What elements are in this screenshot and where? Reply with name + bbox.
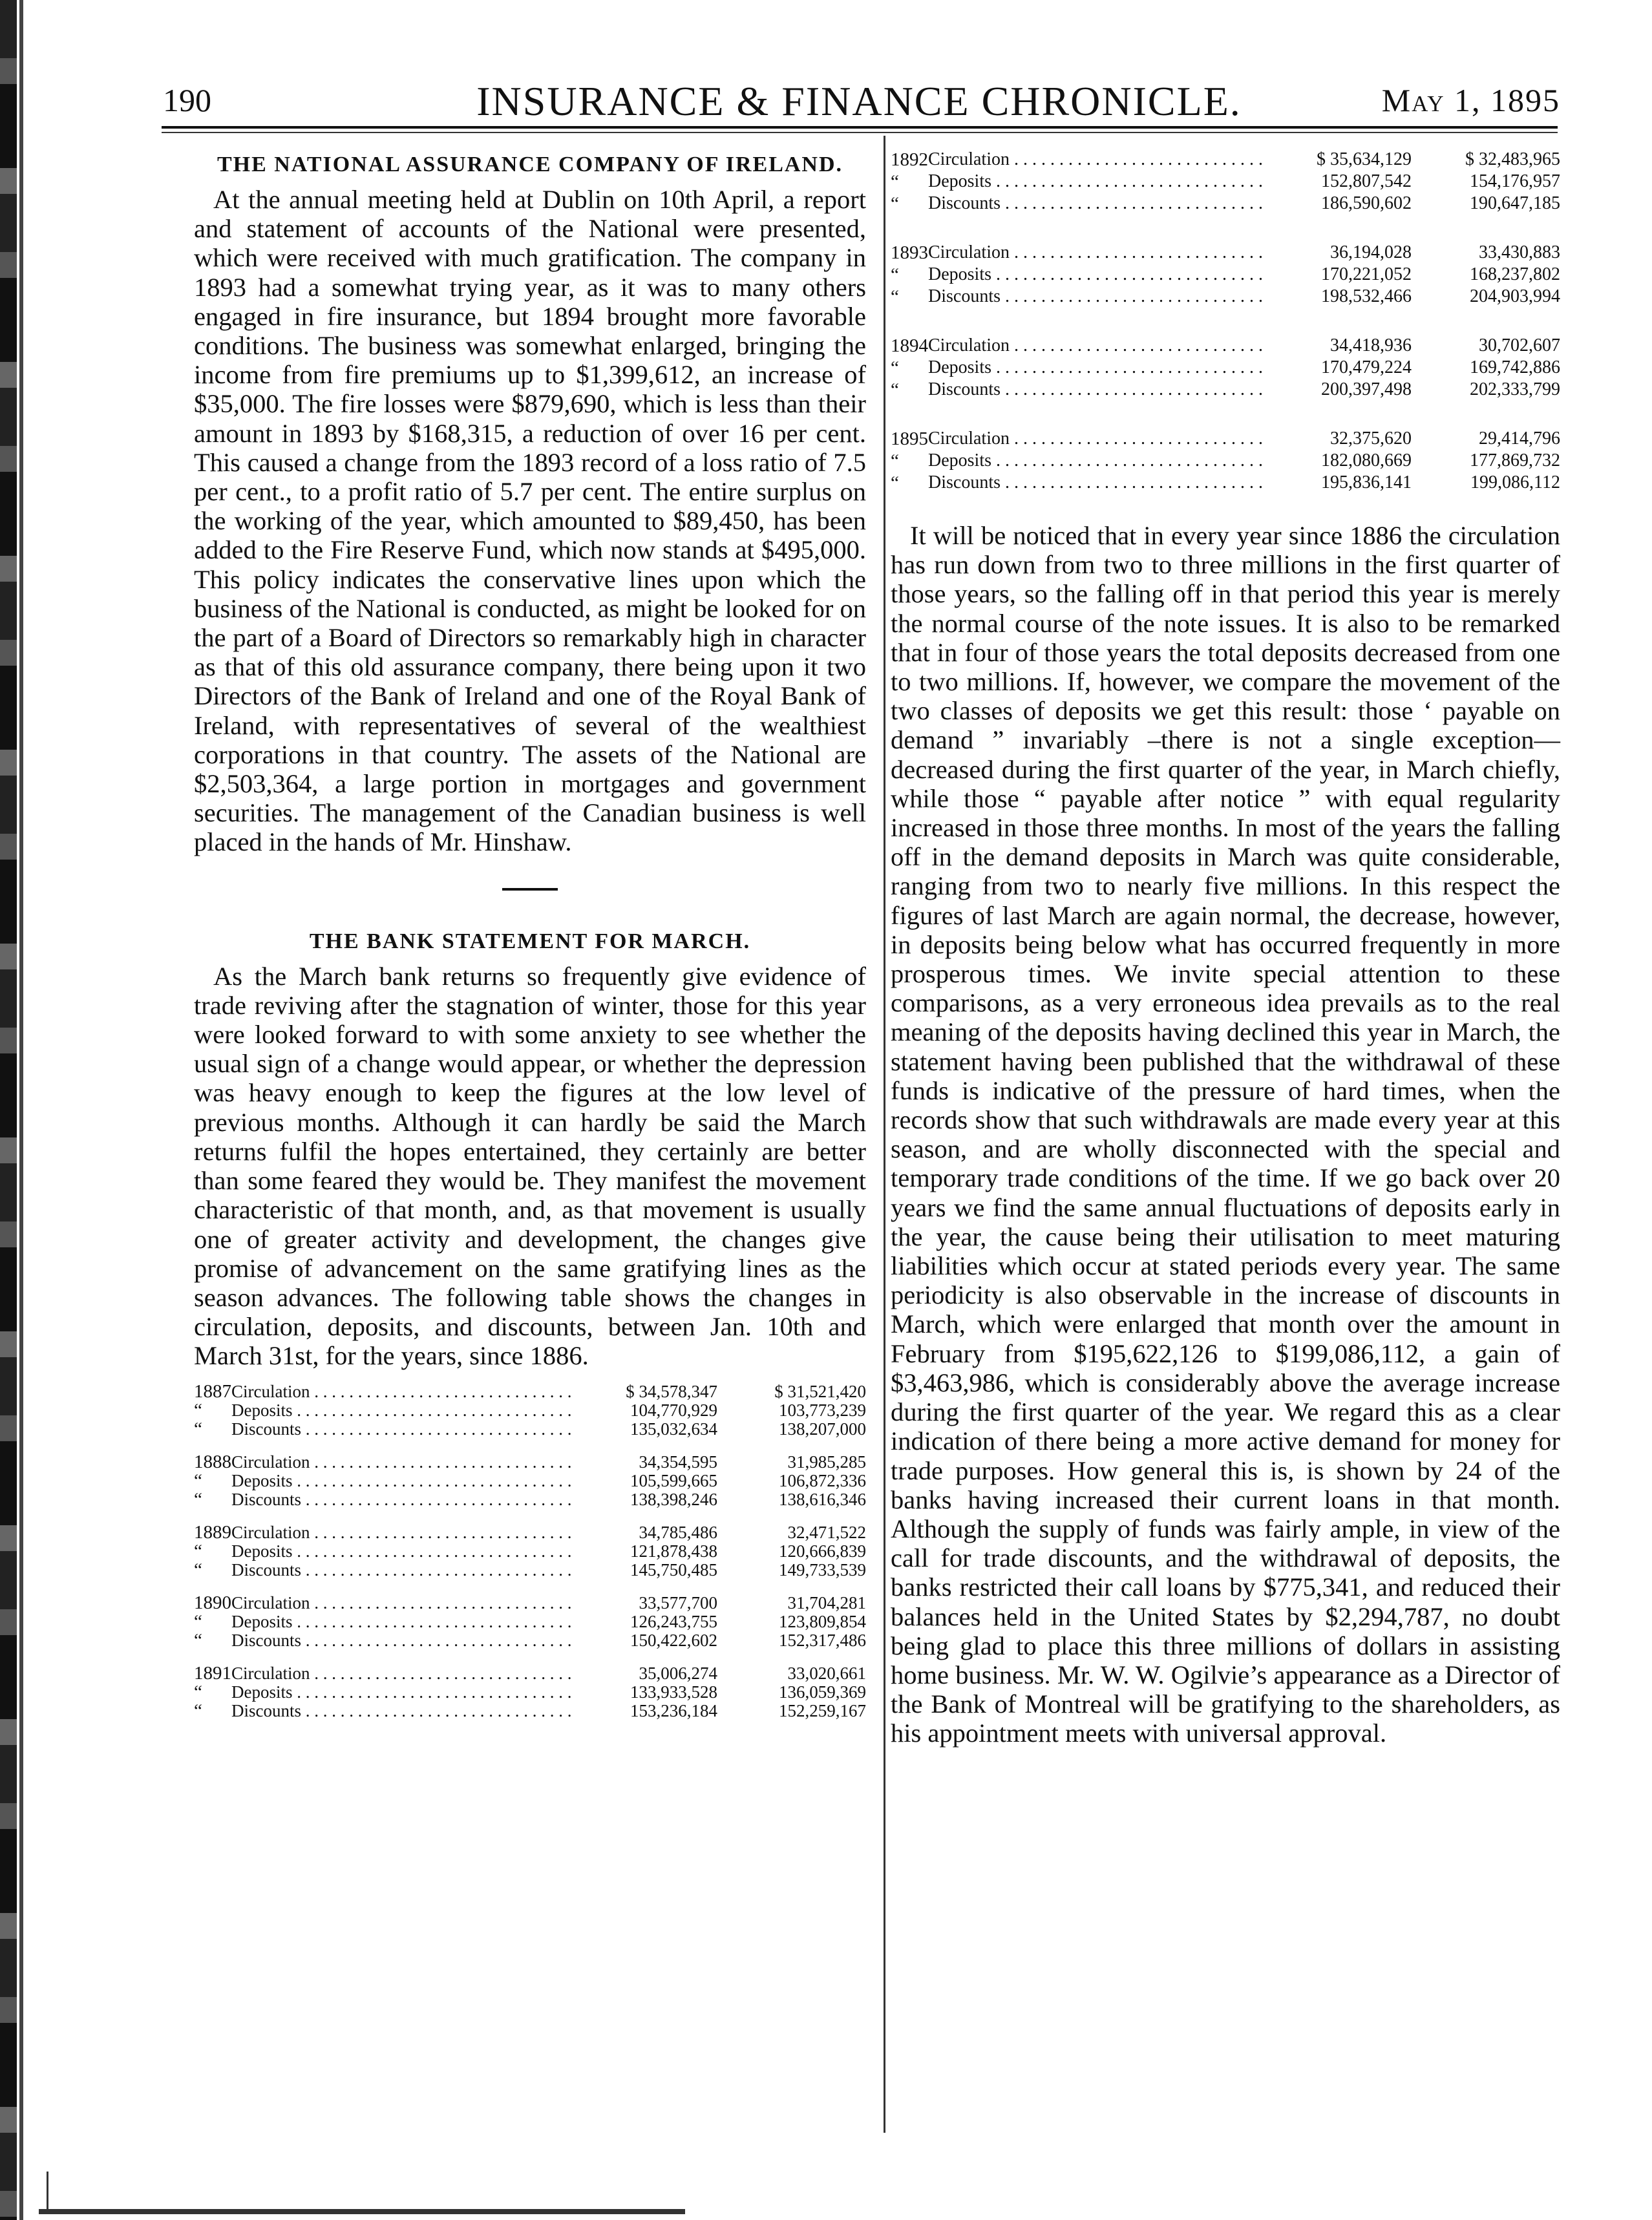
article-heading-bank-statement: THE BANK STATEMENT FOR MARCH.	[309, 929, 751, 953]
table-row	[891, 379, 1560, 401]
article-body-national-assurance: At the annual meeting held at Dublin on 10th April, a report and statement of accounts of the National were presented, which were received with much gratification. The company in 1893 had a somewhat trying year, as it was to many others engaged in fire insurance, but 1894 brought more favorable conditions. The business was somewhat enlarged, bringing the income from fire premiums up to $1,399,612, an increase of $35,000. The fire losses were $879,690, which is less than their amount in 1893 by $168,315, a reduction of over 16 per cent. This caused a change from the 1893 record of a loss ratio of 7.5 per cent., to a profit ratio of 5.7 per cent. The entire surplus on the working of the year, which amounted to $89,450, has been added to the Fire Reserve Fund, which now stands at $495,000. This policy indicates the conservative lines upon which the business of the National is conducted, as might be looked for on the part of a Board of Directors so remarkably high in character as that of this old assurance company, there being upon it two Directors of the Bank of Ireland and one of the Royal Bank of Ireland, with representatives of several of the wealthiest corporations in that country. The assets of the National are $2,503,364, a large portion in mortgages and government securities. The management of the Canadian business is well placed in the hands of Mr. Hinshaw.	[194, 185, 866, 857]
table-value-jan: 182,080,669	[1321, 450, 1412, 470]
table-value-jan: 200,397,498	[1321, 379, 1412, 399]
table-label: Discounts . . .	[225, 1420, 572, 1439]
table-year-group	[194, 1664, 866, 1720]
table-value-mar: 177,869,732	[1470, 450, 1560, 470]
table-value-jan: 126,243,755	[630, 1611, 717, 1631]
table-label: Circulation . . .	[225, 1664, 572, 1683]
table-value-jan: 104,770,929	[630, 1400, 717, 1420]
table-year: “	[194, 1559, 202, 1580]
table-value-jan: 34,418,936	[1330, 335, 1412, 355]
table-value-mar: 169,742,886	[1470, 357, 1560, 377]
article-body-bank-statement: As the March bank returns so frequently give evidence of trade reviving after the stagnation of winter, those for this year were looked forward to with some anxiety to see whether the usual sign of a change would appear, or whether the depression was heavy enough to keep the figures at the low level of previous months. Although it can hardly be said the March returns fulfil the hopes entertained, they certainly are better than some feared they would be. They manifest the movement characteristic of that month, and, as that movement is usually one of greater activity and development, the changes give promise of advancement on the same gratifying lines as the season advances. The following table shows the changes in circulation, deposits, and discounts, between Jan. 10th and March 31st, for the years, since 1886.	[194, 961, 866, 1371]
binding-edge-line	[19, 0, 23, 2220]
footer-tick	[47, 2172, 48, 2210]
table-label: Circulation . . .	[922, 428, 1266, 450]
table-value-jan: 36,194,028	[1330, 242, 1412, 262]
table-row	[194, 1542, 866, 1561]
table-year: “	[194, 1418, 202, 1439]
table-value-jan: $ 34,578,347	[626, 1381, 717, 1401]
table-label: Deposits . . .	[922, 357, 1266, 379]
table-row	[194, 1631, 866, 1650]
table-year: “	[194, 1700, 202, 1721]
table-year: 1894	[891, 335, 928, 356]
table-label: Discounts . . .	[225, 1490, 572, 1509]
table-row	[891, 357, 1560, 379]
table-value-jan: 170,479,224	[1321, 357, 1412, 377]
table-label: Deposits . . .	[225, 1612, 572, 1631]
table-label: Deposits . . .	[922, 450, 1266, 472]
table-label: Deposits . . .	[225, 1401, 572, 1420]
table-year-group	[891, 242, 1560, 308]
table-year-group	[891, 149, 1560, 215]
table-value-mar: 120,666,839	[779, 1541, 866, 1561]
table-value-mar: 103,773,239	[779, 1400, 866, 1420]
table-value-jan: 33,577,700	[639, 1592, 717, 1612]
table-row	[194, 1561, 866, 1580]
table-value-jan: 198,532,466	[1321, 286, 1412, 306]
table-year: “	[891, 193, 899, 214]
table-value-mar: 136,059,369	[779, 1682, 866, 1702]
table-value-mar: $ 31,521,420	[774, 1381, 866, 1401]
table-value-jan: 150,422,602	[630, 1630, 717, 1650]
table-year: “	[891, 379, 899, 400]
table-value-jan: $ 35,634,129	[1317, 149, 1412, 169]
table-year: “	[194, 1611, 202, 1632]
table-year: 1893	[891, 242, 928, 263]
table-value-mar: 29,414,796	[1479, 428, 1560, 449]
table-year: “	[891, 450, 899, 471]
table-value-jan: 32,375,620	[1330, 428, 1412, 449]
table-row	[891, 450, 1560, 472]
table-label: Discounts . . .	[225, 1561, 572, 1580]
table-value-jan: 34,785,486	[639, 1522, 717, 1542]
table-row	[194, 1683, 866, 1702]
article-heading-national-assurance: THE NATIONAL ASSURANCE COMPANY OF IRELAND.	[217, 153, 843, 176]
column-divider	[884, 136, 885, 2133]
table-value-mar: 33,430,883	[1479, 242, 1560, 262]
table-year: “	[891, 171, 899, 192]
table-row	[194, 1382, 866, 1401]
table-year: 1889	[194, 1521, 231, 1543]
table-value-jan: 34,354,595	[639, 1452, 717, 1472]
table-value-mar: $ 32,483,965	[1465, 149, 1560, 169]
table-value-mar: 149,733,539	[779, 1559, 866, 1580]
table-year: 1892	[891, 149, 928, 170]
table-year: “	[194, 1681, 202, 1702]
table-label: Circulation . . .	[922, 149, 1266, 171]
table-value-jan: 145,750,485	[630, 1559, 717, 1580]
table-row	[194, 1523, 866, 1542]
table-value-jan: 121,878,438	[630, 1541, 717, 1561]
table-label: Deposits . . .	[225, 1472, 572, 1490]
table-label: Discounts . . .	[225, 1702, 572, 1720]
table-year: 1890	[194, 1592, 231, 1613]
table-year: “	[891, 357, 899, 378]
header-rule-thin	[162, 132, 1558, 133]
table-value-mar: 32,471,522	[787, 1522, 866, 1542]
table-row	[194, 1702, 866, 1720]
right-column	[891, 150, 1560, 1748]
journal-title: INSURANCE & FINANCE CHRONICLE.	[476, 78, 1242, 124]
page-header	[158, 74, 1560, 122]
table-label: Circulation . . .	[225, 1594, 572, 1612]
header-rule	[162, 126, 1558, 129]
table-year: 1887	[194, 1380, 231, 1402]
table-label: Circulation . . .	[225, 1453, 572, 1472]
table-label: Deposits . . .	[922, 171, 1266, 193]
table-row	[194, 1453, 866, 1472]
issue-date: May 1, 1895	[1381, 82, 1560, 118]
table-value-mar: 106,872,336	[779, 1470, 866, 1490]
table-row	[194, 1612, 866, 1631]
table-year-group	[194, 1382, 866, 1439]
table-value-jan: 152,807,542	[1321, 171, 1412, 191]
table-value-jan: 135,032,634	[630, 1419, 717, 1439]
table-value-mar: 31,704,281	[787, 1592, 866, 1612]
table-year: “	[194, 1399, 202, 1421]
table-value-mar: 168,237,802	[1470, 264, 1560, 284]
table-value-jan: 195,836,141	[1321, 472, 1412, 492]
table-value-mar: 152,317,486	[779, 1630, 866, 1650]
table-label: Deposits . . .	[225, 1542, 572, 1561]
table-value-mar: 138,207,000	[779, 1419, 866, 1439]
table-value-jan: 133,933,528	[630, 1682, 717, 1702]
table-row	[891, 264, 1560, 286]
table-value-jan: 105,599,665	[630, 1470, 717, 1490]
bank-returns-table-right	[891, 149, 1560, 494]
table-year: “	[194, 1629, 202, 1651]
table-row	[194, 1401, 866, 1420]
bank-returns-table-left	[194, 1382, 866, 1720]
table-year: 1888	[194, 1451, 231, 1472]
table-year: 1895	[891, 428, 928, 449]
table-value-mar: 199,086,112	[1470, 472, 1560, 492]
table-value-mar: 31,985,285	[787, 1452, 866, 1472]
left-column	[194, 150, 866, 1735]
table-label: Deposits . . .	[225, 1683, 572, 1702]
table-row	[891, 149, 1560, 171]
footer-rule	[39, 2209, 685, 2214]
table-value-mar: 30,702,607	[1479, 335, 1560, 355]
table-label: Circulation . . .	[225, 1523, 572, 1542]
table-label: Deposits . . .	[922, 264, 1266, 286]
table-value-mar: 33,020,661	[787, 1663, 866, 1683]
table-row	[194, 1664, 866, 1683]
table-row	[891, 242, 1560, 264]
table-label: Discounts . . .	[922, 193, 1266, 215]
table-label: Circulation . . .	[922, 242, 1266, 264]
table-year: “	[194, 1488, 202, 1510]
table-row	[891, 286, 1560, 308]
table-value-mar: 204,903,994	[1470, 286, 1560, 306]
table-year: “	[194, 1540, 202, 1561]
table-label: Discounts . . .	[225, 1631, 572, 1650]
table-row	[891, 335, 1560, 357]
article-body-bank-statement-continued: It will be noticed that in every year since 1886 the circulation has run down from two to three millions in the first quarter of those years, so the falling off in that period this year is merely the normal course of the note issues. It is also to be remarked that in four of those years the total deposits decreased from one to two millions. If, however, we compare the movement of the two classes of deposits we get this result: those ‘ payable on demand ” invariably –there is not a single exception—decreased during the first quarter of the year, in March chiefly, while those “ payable after notice ” with equal regularity increased in those three months. In most of the years the falling off in the demand deposits in March was quite considerable, ranging from two to nearly five millions. In this respect the figures of last March are again normal, the decrease, however, in deposits being below what has occurred frequently in more prosperous times. We invite special attention to these comparisons, as a very erroneous idea prevails as to the real meaning of the deposits having declined this year in March, the statement having been published that the withdrawal of these funds is indicative of the pressure of hard times, when the records show that such withdrawals are made every year at this season, and are wholly disconnected with the special and temporary trade conditions of the time. If we go back over 20 years we find the same annual fluctuations of deposits early in the year, the cause being their utilisation to meet maturing liabilities which occur at stated periods every year. The same periodicity is also observable in the increase of discounts in March, which were enlarged that month over the amount in February from $195,622,126 to $199,086,112, a gain of $3,463,986, which is considerably above the average increase during the first quarter of the year. We regard this as a clear indication of there being a more active demand for money for trade purposes. How general this is, is shown by 24 of the banks having increased their current loans in that month. Although the supply of funds was fairly ample, in view of the call for trade discounts, and the withdrawal of deposits, the banks restricted their call loans by $775,341, and reduced their balances held in the United States by $2,294,787, no doubt being glad to place this three millions of dollars in assisting home business. Mr. W. W. Ogilvie’s appearance as a Director of the Bank of Montreal will be gratifying to the shareholders, as his appointment meets with universal approval.	[891, 521, 1560, 1748]
binding-edge	[0, 0, 17, 2220]
table-row	[194, 1472, 866, 1490]
table-year: “	[194, 1470, 202, 1491]
section-separator	[502, 888, 558, 891]
table-year-group	[194, 1523, 866, 1580]
table-value-mar: 138,616,346	[779, 1489, 866, 1509]
table-value-mar: 202,333,799	[1470, 379, 1560, 399]
table-row	[194, 1490, 866, 1509]
table-year-group	[891, 428, 1560, 494]
table-value-jan: 170,221,052	[1321, 264, 1412, 284]
table-value-mar: 190,647,185	[1470, 193, 1560, 213]
table-row	[891, 472, 1560, 494]
table-value-jan: 153,236,184	[630, 1700, 717, 1720]
table-year-group	[194, 1594, 866, 1650]
table-row	[891, 193, 1560, 215]
table-year-group	[891, 335, 1560, 401]
table-value-mar: 152,259,167	[779, 1700, 866, 1720]
table-year: “	[891, 264, 899, 285]
table-label: Circulation . . .	[922, 335, 1266, 357]
table-row	[194, 1594, 866, 1612]
table-value-jan: 35,006,274	[639, 1663, 717, 1683]
table-year: “	[891, 472, 899, 493]
table-row	[891, 428, 1560, 450]
table-year: “	[891, 286, 899, 307]
table-year: 1891	[194, 1662, 231, 1684]
table-label: Discounts . . .	[922, 286, 1266, 308]
page-number: 190	[163, 82, 211, 118]
table-value-mar: 154,176,957	[1470, 171, 1560, 191]
table-year-group	[194, 1453, 866, 1509]
table-label: Circulation . . .	[225, 1382, 572, 1401]
table-row	[194, 1420, 866, 1439]
table-value-jan: 186,590,602	[1321, 193, 1412, 213]
table-row	[891, 171, 1560, 193]
table-value-jan: 138,398,246	[630, 1489, 717, 1509]
table-label: Discounts . . .	[922, 379, 1266, 401]
table-value-mar: 123,809,854	[779, 1611, 866, 1631]
table-label: Discounts . . .	[922, 472, 1266, 494]
